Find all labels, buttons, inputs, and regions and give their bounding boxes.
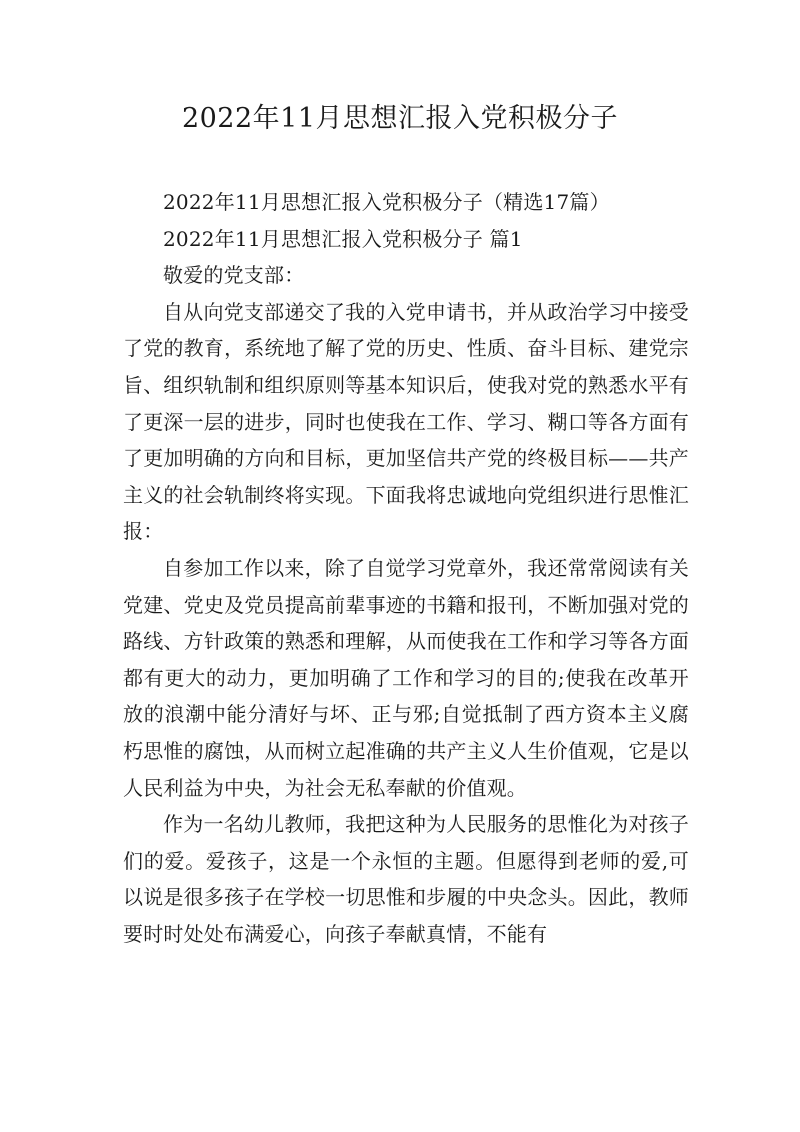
document-title: 2022年11月思想汇报入党积极分子	[181, 103, 619, 134]
paragraph-1: 自从向党支部递交了我的入党申请书，并从政治学习中接受了党的教育，系统地了解了党的历史、性质、奋斗目标、建党宗旨、组织轨制和组织原则等基本知识后，使我对党的熟悉水平有了更深一层的进步，同时也使我在工作、学习、糊口等各方面有了更加明确的方向和目标，更加坚信共产党的终极目标——共产主义的社会轨制终将实现。下面我将忠诚地向党组织进行思惟汇报：	[123, 299, 689, 544]
paragraph-2: 自参加工作以来，除了自觉学习党章外，我还常常阅读有关党建、党史及党员提高前辈事迹的书籍和报刊，不断加强对党的路线、方针政策的熟悉和理解，从而使我在工作和学习等各方面都有更大的动力，更加明确了工作和学习的目的;使我在改革开放的浪潮中能分清好与坏、正与邪;自觉抵制了西方资本主义腐朽思惟的腐蚀，从而树立起准确的共产主义人生价值观，它是以人民利益为中央，为社会无私奉献的价值观。	[123, 555, 689, 800]
paragraph-3: 作为一名幼儿教师，我把这种为人民服务的思惟化为对孩子们的爱。爱孩子，这是一个永恒的主题。但愿得到老师的爱,可以说是很多孩子在学校一切思惟和步履的中央念头。因此，教师要时时处处布满爱心，向孩子奉献真情，不能有	[123, 812, 689, 946]
salutation: 敬爱的党支部：	[163, 263, 305, 288]
document-body	[123, 184, 689, 952]
section-heading: 2022年11月思想汇报入党积极分子 篇1	[163, 226, 523, 251]
document-subtitle: 2022年11月思想汇报入党积极分子（精选17篇）	[163, 190, 610, 214]
